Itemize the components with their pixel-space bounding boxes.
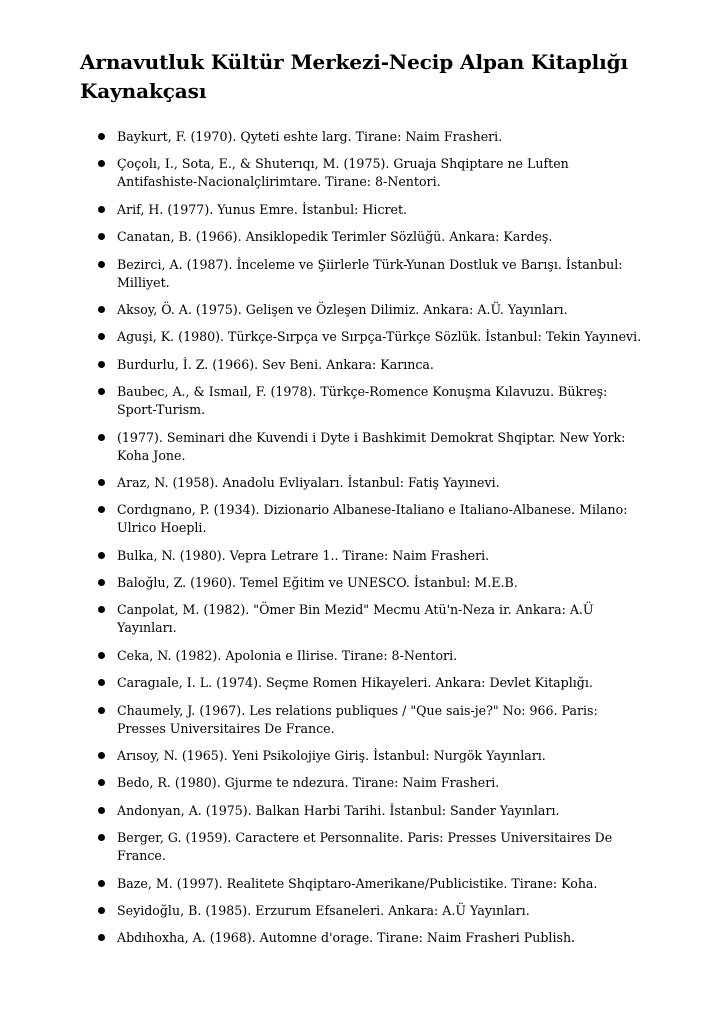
reference-item [80, 829, 650, 865]
bullet-icon [98, 133, 105, 140]
reference-item [80, 702, 650, 738]
reference-text: Çoçolı, I., Sota, E., & Shuterıqı, M. (1975). Gruaja Shqiptare ne Luften Antifashiste-Nacionalçlirimtare. Tirane: 8-Nentori. [117, 156, 569, 190]
reference-item [80, 902, 650, 920]
reference-text: Arısoy, N. (1965). Yeni Psikolojiye Giriş. İstanbul: Nurgök Yayınları. [117, 748, 546, 764]
reference-item [80, 128, 650, 146]
reference-item [80, 383, 650, 419]
reference-item [80, 328, 650, 346]
reference-item [80, 875, 650, 893]
bullet-icon [98, 880, 105, 887]
bullet-icon [98, 779, 105, 786]
bullet-icon [98, 606, 105, 613]
reference-item [80, 201, 650, 219]
bullet-icon [98, 206, 105, 213]
reference-text: Aguşi, K. (1980). Türkçe-Sırpça ve Sırpça-Türkçe Sözlük. İstanbul: Tekin Yayınevi. [117, 329, 642, 345]
bullet-icon [98, 506, 105, 513]
bullet-icon [98, 479, 105, 486]
reference-item [80, 228, 650, 246]
reference-text: Seyidoğlu, B. (1985). Erzurum Efsaneleri. Ankara: A.Ü Yayınları. [117, 902, 530, 918]
bullet-icon [98, 807, 105, 814]
bullet-icon [98, 160, 105, 167]
reference-text: Baloğlu, Z. (1960). Temel Eğitim ve UNESCO. İstanbul: M.E.B. [117, 575, 518, 591]
bullet-icon [98, 752, 105, 759]
reference-text: Araz, N. (1958). Anadolu Evliyaları. İstanbul: Fatiş Yayınevi. [117, 474, 500, 490]
reference-item [80, 356, 650, 374]
reference-text: (1977). Seminari dhe Kuvendi i Dyte i Bashkimit Demokrat Shqiptar. New York: Koha Jone. [117, 429, 626, 463]
bullet-icon [98, 333, 105, 340]
reference-text: Caragıale, I. L. (1974). Seçme Romen Hikayeleri. Ankara: Devlet Kitaplığı. [117, 675, 593, 691]
bullet-icon [98, 388, 105, 395]
reference-item [80, 747, 650, 765]
reference-text: Aksoy, Ö. A. (1975). Gelişen ve Özleşen Dilimiz. Ankara: A.Ü. Yayınları. [117, 301, 568, 317]
reference-item [80, 155, 650, 191]
reference-text: Canpolat, M. (1982). "Ömer Bin Mezid" Mecmu Atü'n-Neza ir. Ankara: A.Ü Yayınları. [117, 602, 594, 636]
reference-item [80, 301, 650, 319]
bullet-icon [98, 361, 105, 368]
reference-item [80, 647, 650, 665]
reference-text: Baze, M. (1997). Realitete Shqiptaro-Amerikane/Publicistike. Tirane: Koha. [117, 875, 598, 891]
reference-text: Ceka, N. (1982). Apolonia e Ilirise. Tirane: 8-Nentori. [117, 647, 458, 663]
reference-item [80, 474, 650, 492]
reference-text: Burdurlu, İ. Z. (1966). Sev Beni. Ankara: Karınca. [117, 356, 434, 372]
reference-item [80, 547, 650, 565]
bullet-icon [98, 652, 105, 659]
bullet-icon [98, 233, 105, 240]
reference-list [80, 128, 650, 947]
page-title: Arnavutluk Kültür Merkezi-Necip Alpan Kitaplığı Kaynakçası [80, 50, 629, 103]
reference-text: Baykurt, F. (1970). Qyteti eshte larg. Tirane: Naim Frasheri. [117, 129, 503, 144]
bullet-icon [98, 679, 105, 686]
bullet-icon [98, 261, 105, 268]
bullet-icon [98, 707, 105, 714]
reference-item [80, 601, 650, 637]
reference-text: Abdıhoxha, A. (1968). Automne d'orage. Tirane: Naim Frasheri Publish. [117, 930, 576, 946]
reference-text: Bedo, R. (1980). Gjurme te ndezura. Tirane: Naim Frasheri. [117, 775, 500, 791]
reference-item [80, 501, 650, 537]
reference-item [80, 802, 650, 820]
reference-item [80, 574, 650, 592]
reference-text: Arif, H. (1977). Yunus Emre. İstanbul: Hicret. [117, 201, 408, 217]
bullet-icon [98, 907, 105, 914]
reference-item [80, 929, 650, 947]
reference-item [80, 774, 650, 792]
reference-item [80, 256, 650, 292]
bullet-icon [98, 579, 105, 586]
reference-text: Berger, G. (1959). Caractere et Personnalite. Paris: Presses Universitaires De France. [117, 830, 613, 864]
bullet-icon [98, 306, 105, 313]
bullet-icon [98, 834, 105, 841]
document-page [80, 48, 650, 957]
reference-item [80, 429, 650, 465]
bullet-icon [98, 552, 105, 559]
reference-text: Baubec, A., & Ismaıl, F. (1978). Türkçe-Romence Konuşma Kılavuzu. Bükreş: Sport-Turism. [117, 384, 608, 418]
bullet-icon [98, 934, 105, 941]
reference-text: Canatan, B. (1966). Ansiklopedik Terimler Sözlüğü. Ankara: Kardeş. [117, 229, 553, 245]
reference-text: Cordıgnano, P. (1934). Dizionario Albanese-Italiano e Italiano-Albanese. Milano: Ulrico Hoepli. [117, 502, 628, 536]
reference-text: Chaumely, J. (1967). Les relations publiques / "Que sais-je?" No: 966. Paris: Presses Universitaires De France. [117, 702, 598, 736]
reference-text: Bulka, N. (1980). Vepra Letrare 1.. Tirane: Naim Frasheri. [117, 547, 490, 563]
reference-text: Bezirci, A. (1987). İnceleme ve Şiirlerle Türk-Yunan Dostluk ve Barışı. İstanbul: Milliyet. [117, 256, 623, 290]
bullet-icon [98, 434, 105, 441]
reference-text: Andonyan, A. (1975). Balkan Harbi Tarihi. İstanbul: Sander Yayınları. [117, 802, 560, 818]
reference-item [80, 674, 650, 692]
